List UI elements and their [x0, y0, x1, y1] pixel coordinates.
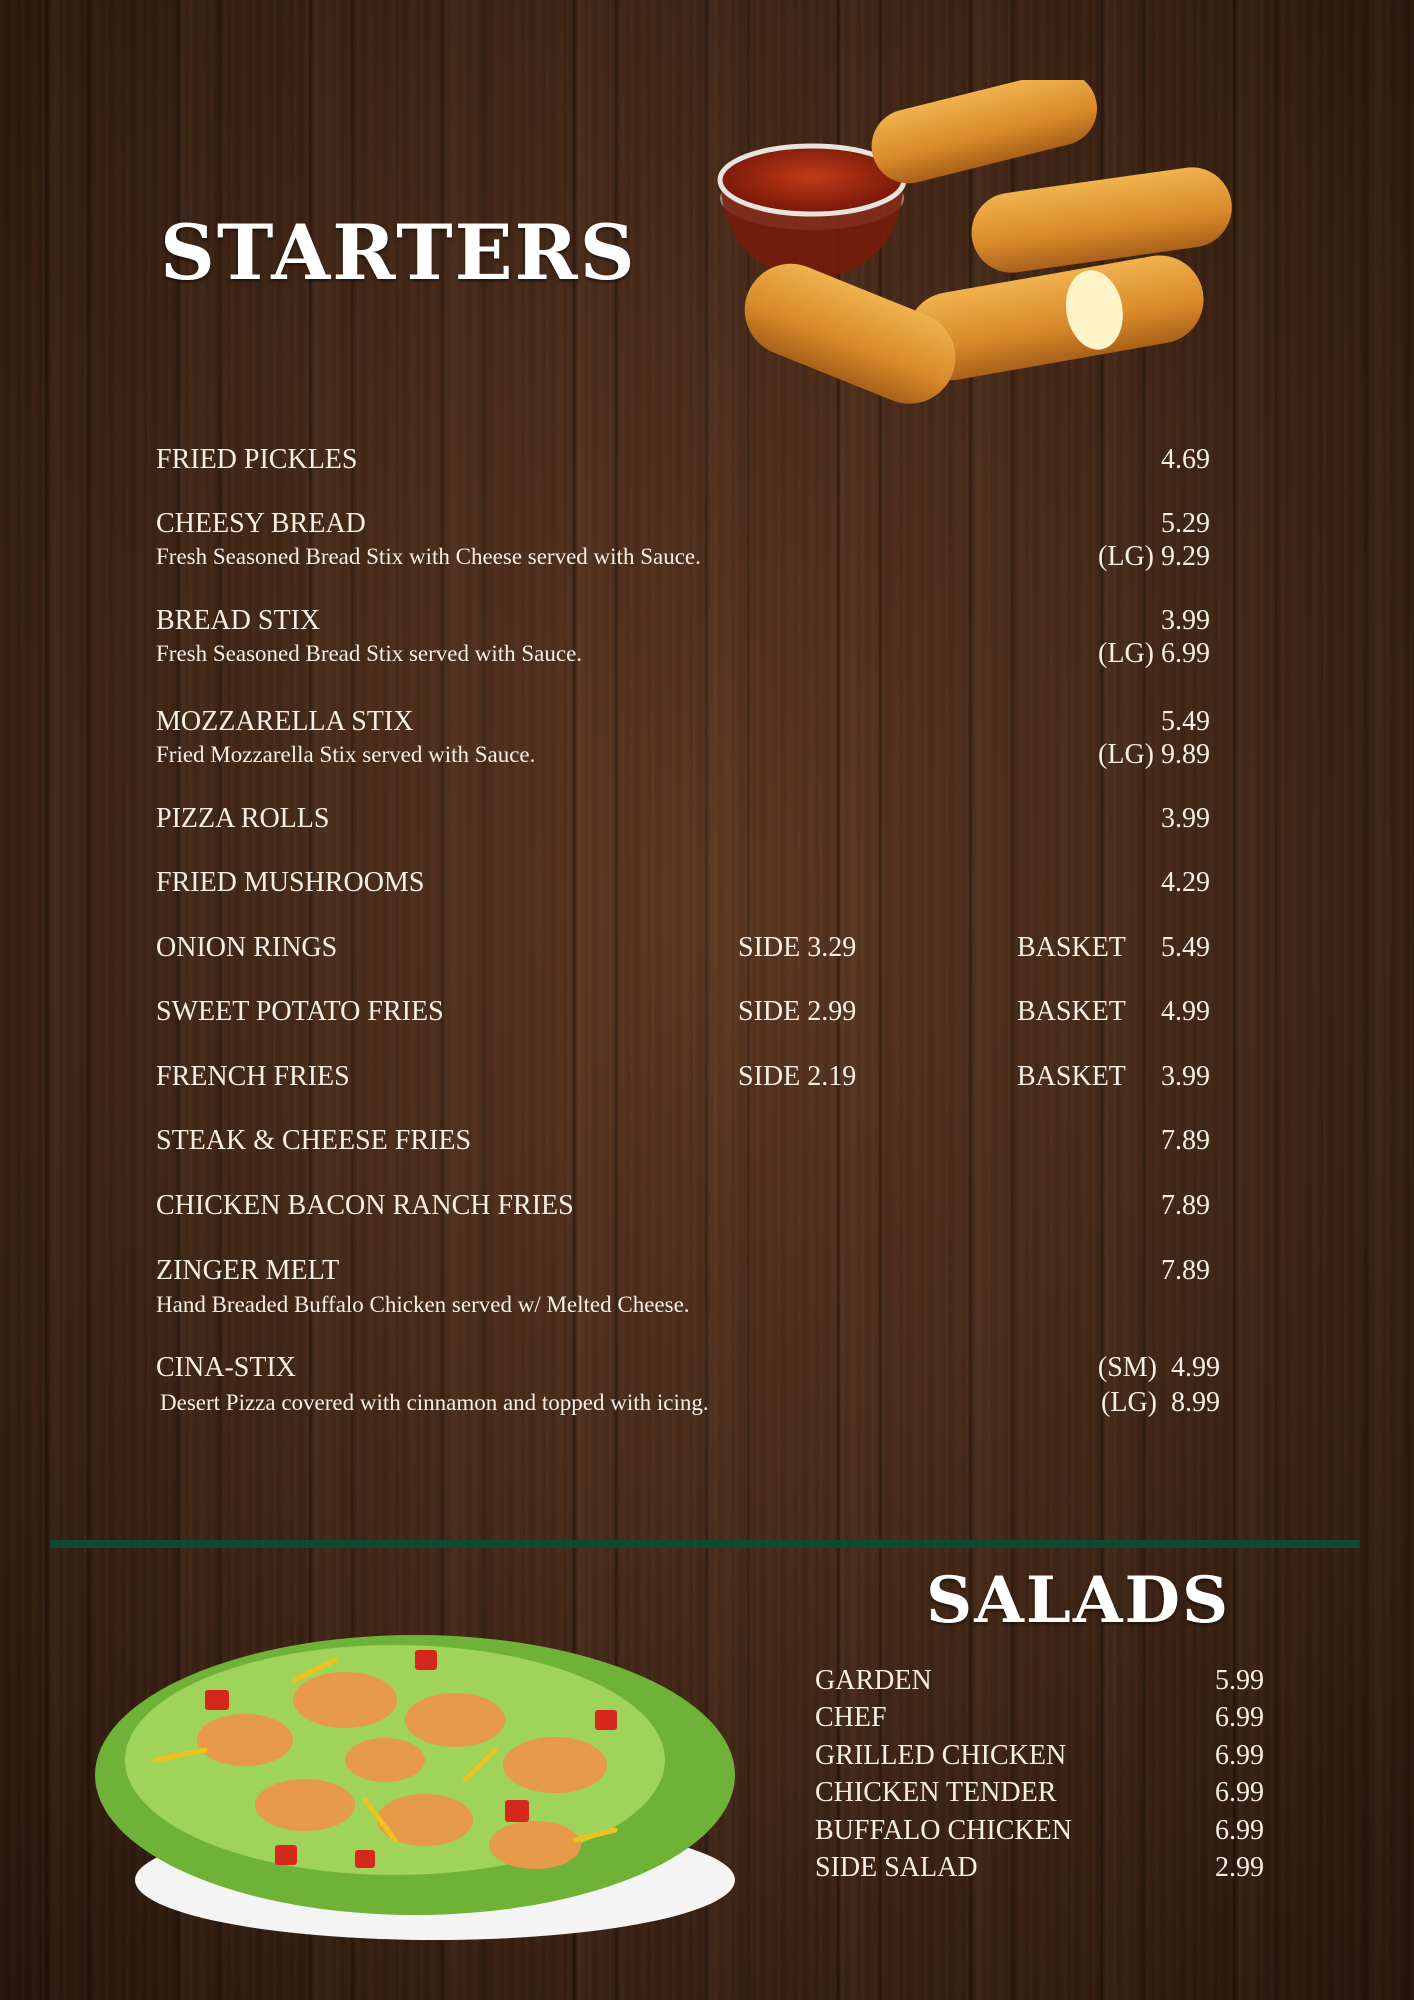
menu-item-price-large: (LG) 9.29	[1098, 541, 1210, 572]
starters-title: STARTERS	[160, 208, 637, 297]
menu-item-side-price: SIDE 3.29	[738, 932, 857, 963]
menu-item-name: CHICKEN BACON RANCH FRIES	[156, 1190, 574, 1221]
menu-item-basket-label: BASKET	[1017, 932, 1126, 963]
menu-item-price: 7.89	[1161, 1125, 1210, 1156]
salad-item-name: CHEF	[815, 1702, 887, 1733]
menu-item-description: Hand Breaded Buffalo Chicken served w/ Melted Cheese.	[156, 1292, 690, 1317]
salad-item-name: CHICKEN TENDER	[815, 1777, 1057, 1808]
menu-item-description: Fried Mozzarella Stix served with Sauce.	[156, 742, 536, 767]
menu-item-side-price: SIDE 2.99	[738, 996, 857, 1027]
menu-item-price: 5.29	[1161, 508, 1210, 539]
salad-item-price: 6.99	[1215, 1777, 1264, 1808]
menu-item-name: ONION RINGS	[156, 932, 338, 963]
salad-item-price: 6.99	[1215, 1740, 1264, 1771]
menu-item-price: 7.89	[1161, 1190, 1210, 1221]
menu-item-name: BREAD STIX	[156, 605, 321, 636]
menu-item-price: 3.99	[1161, 803, 1210, 834]
menu-item-name: SWEET POTATO FRIES	[156, 996, 444, 1027]
menu-item-description: Fresh Seasoned Bread Stix with Cheese served with Sauce.	[156, 544, 701, 569]
menu-item-side-price: SIDE 2.19	[738, 1061, 857, 1092]
menu-item-name: PIZZA ROLLS	[156, 803, 330, 834]
menu-item-price: 5.49	[1161, 706, 1210, 737]
salad-item-price: 5.99	[1215, 1665, 1264, 1696]
salad-item-name: GARDEN	[815, 1665, 932, 1696]
menu-item-basket-price: 5.49	[1161, 932, 1210, 963]
salad-item-name: SIDE SALAD	[815, 1852, 978, 1883]
menu-item-price-small: (SM) 4.99	[1097, 1352, 1220, 1383]
menu-item-basket-label: BASKET	[1017, 1061, 1126, 1092]
menu-item-price-large: (LG) 8.99	[1101, 1387, 1220, 1418]
menu-item-name: STEAK & CHEESE FRIES	[156, 1125, 472, 1156]
menu-item-description: Desert Pizza covered with cinnamon and topped with icing.	[160, 1390, 709, 1415]
menu-item-name: FRENCH FRIES	[156, 1061, 350, 1092]
salad-item-name: BUFFALO CHICKEN	[815, 1815, 1072, 1846]
menu-item-name: ZINGER MELT	[156, 1255, 340, 1286]
menu-item-price-large: (LG) 6.99	[1098, 638, 1210, 669]
menu-item-basket-price: 3.99	[1161, 1061, 1210, 1092]
salad-item-price: 6.99	[1215, 1815, 1264, 1846]
menu-item-price: 3.99	[1161, 605, 1210, 636]
menu-item-name: FRIED PICKLES	[156, 444, 358, 475]
salads-title: SALADS	[926, 1563, 1231, 1638]
section-divider	[50, 1540, 1360, 1548]
salad-item-name: GRILLED CHICKEN	[815, 1740, 1067, 1771]
menu-item-name: MOZZARELLA STIX	[156, 706, 414, 737]
mozzarella-sticks-image	[700, 80, 1240, 430]
menu-item-price: 4.29	[1161, 867, 1210, 898]
menu-item-name: CINA-STIX	[156, 1352, 296, 1383]
menu-item-description: Fresh Seasoned Bread Stix served with Sauce.	[156, 641, 583, 666]
menu-item-basket-label: BASKET	[1017, 996, 1126, 1027]
menu-item-price: 7.89	[1161, 1255, 1210, 1286]
menu-item-name: FRIED MUSHROOMS	[156, 867, 425, 898]
salad-item-price: 2.99	[1215, 1852, 1264, 1883]
menu-item-name: CHEESY BREAD	[156, 508, 366, 539]
menu-item-basket-price: 4.99	[1161, 996, 1210, 1027]
menu-item-price-large: (LG) 9.89	[1098, 739, 1210, 770]
menu-item-price: 4.69	[1161, 444, 1210, 475]
salad-item-price: 6.99	[1215, 1702, 1264, 1733]
salad-image	[95, 1590, 745, 1950]
